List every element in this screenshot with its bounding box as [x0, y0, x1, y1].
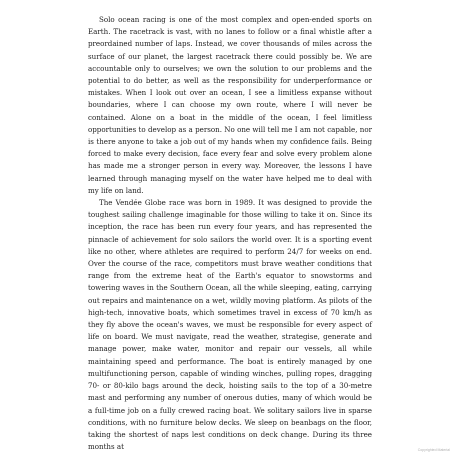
- body-text: [88, 14, 372, 453]
- paragraph-2: The Vendée Globe race was born in 1989. It was designed to provide the toughest sailing challenge imaginable for those willing to take it on. Since its inception, the race has been run every four years, and has represented the pinnacle of achievement for solo sailors the world over. It is a sporting event like no other, where athletes are required to perform 24/7 for weeks on end. Over the course of the race, competitors must brave weather conditions that range from the extreme heat of the Earth's equator to snowstorms and towering waves in the Southern Ocean, all the while sleeping, eating, carrying out repairs and maintenance on a wet, wildly moving platform. As pilots of the high-tech, innovative boats, which sometimes travel in excess of 70 km/h as they fly above the ocean's waves, we must be responsible for every aspect of life on board. We must navigate, read the weather, strategise, generate and manage power, make water, monitor and repair our vessels, all while maintaining speed and performance. The boat is entirely managed by one multifunctioning person, capable of winding winches, pulling ropes, dragging 70- or 80-kilo bags around the deck, hoisting sails to the top of a 30-metre mast and performing any number of onerous duties, many of which would be a full-time job on a fully crewed racing boat. We solitary sailors live in sparse conditions, with no furniture below decks. We sleep on beanbags on the floor, taking the shortest of naps lest conditions on deck change. During its three months at: [88, 198, 372, 452]
- copyright-watermark: Copyrighted Material: [417, 448, 450, 452]
- paragraph-1: Solo ocean racing is one of the most complex and open-ended sports on Earth. The racetrack is vast, with no lanes to follow or a final whistle after a preordained number of laps. Instead, we cover thousands of miles across the surface of our planet, the largest racetrack there could possibly be. We are accountable only to ourselves; we own the solution to our problems and the potential to do better, as well as the responsibility for underperformance or mistakes. When I look out over an ocean, I see a limitless expanse without boundaries, where I can choose my own route, where I will never be contained. Alone on a boat in the middle of the ocean, I feel limitless opportunities to develop as a person. No one will tell me I am not capable, nor is there anyone to take a job out of my hands when my confidence fails. Being forced to make every decision, face every fear and solve every problem alone has made me a stronger person in every way. Moreover, the lessons I have learned through managing myself on the water have helped me to deal with my life on land.: [88, 15, 372, 195]
